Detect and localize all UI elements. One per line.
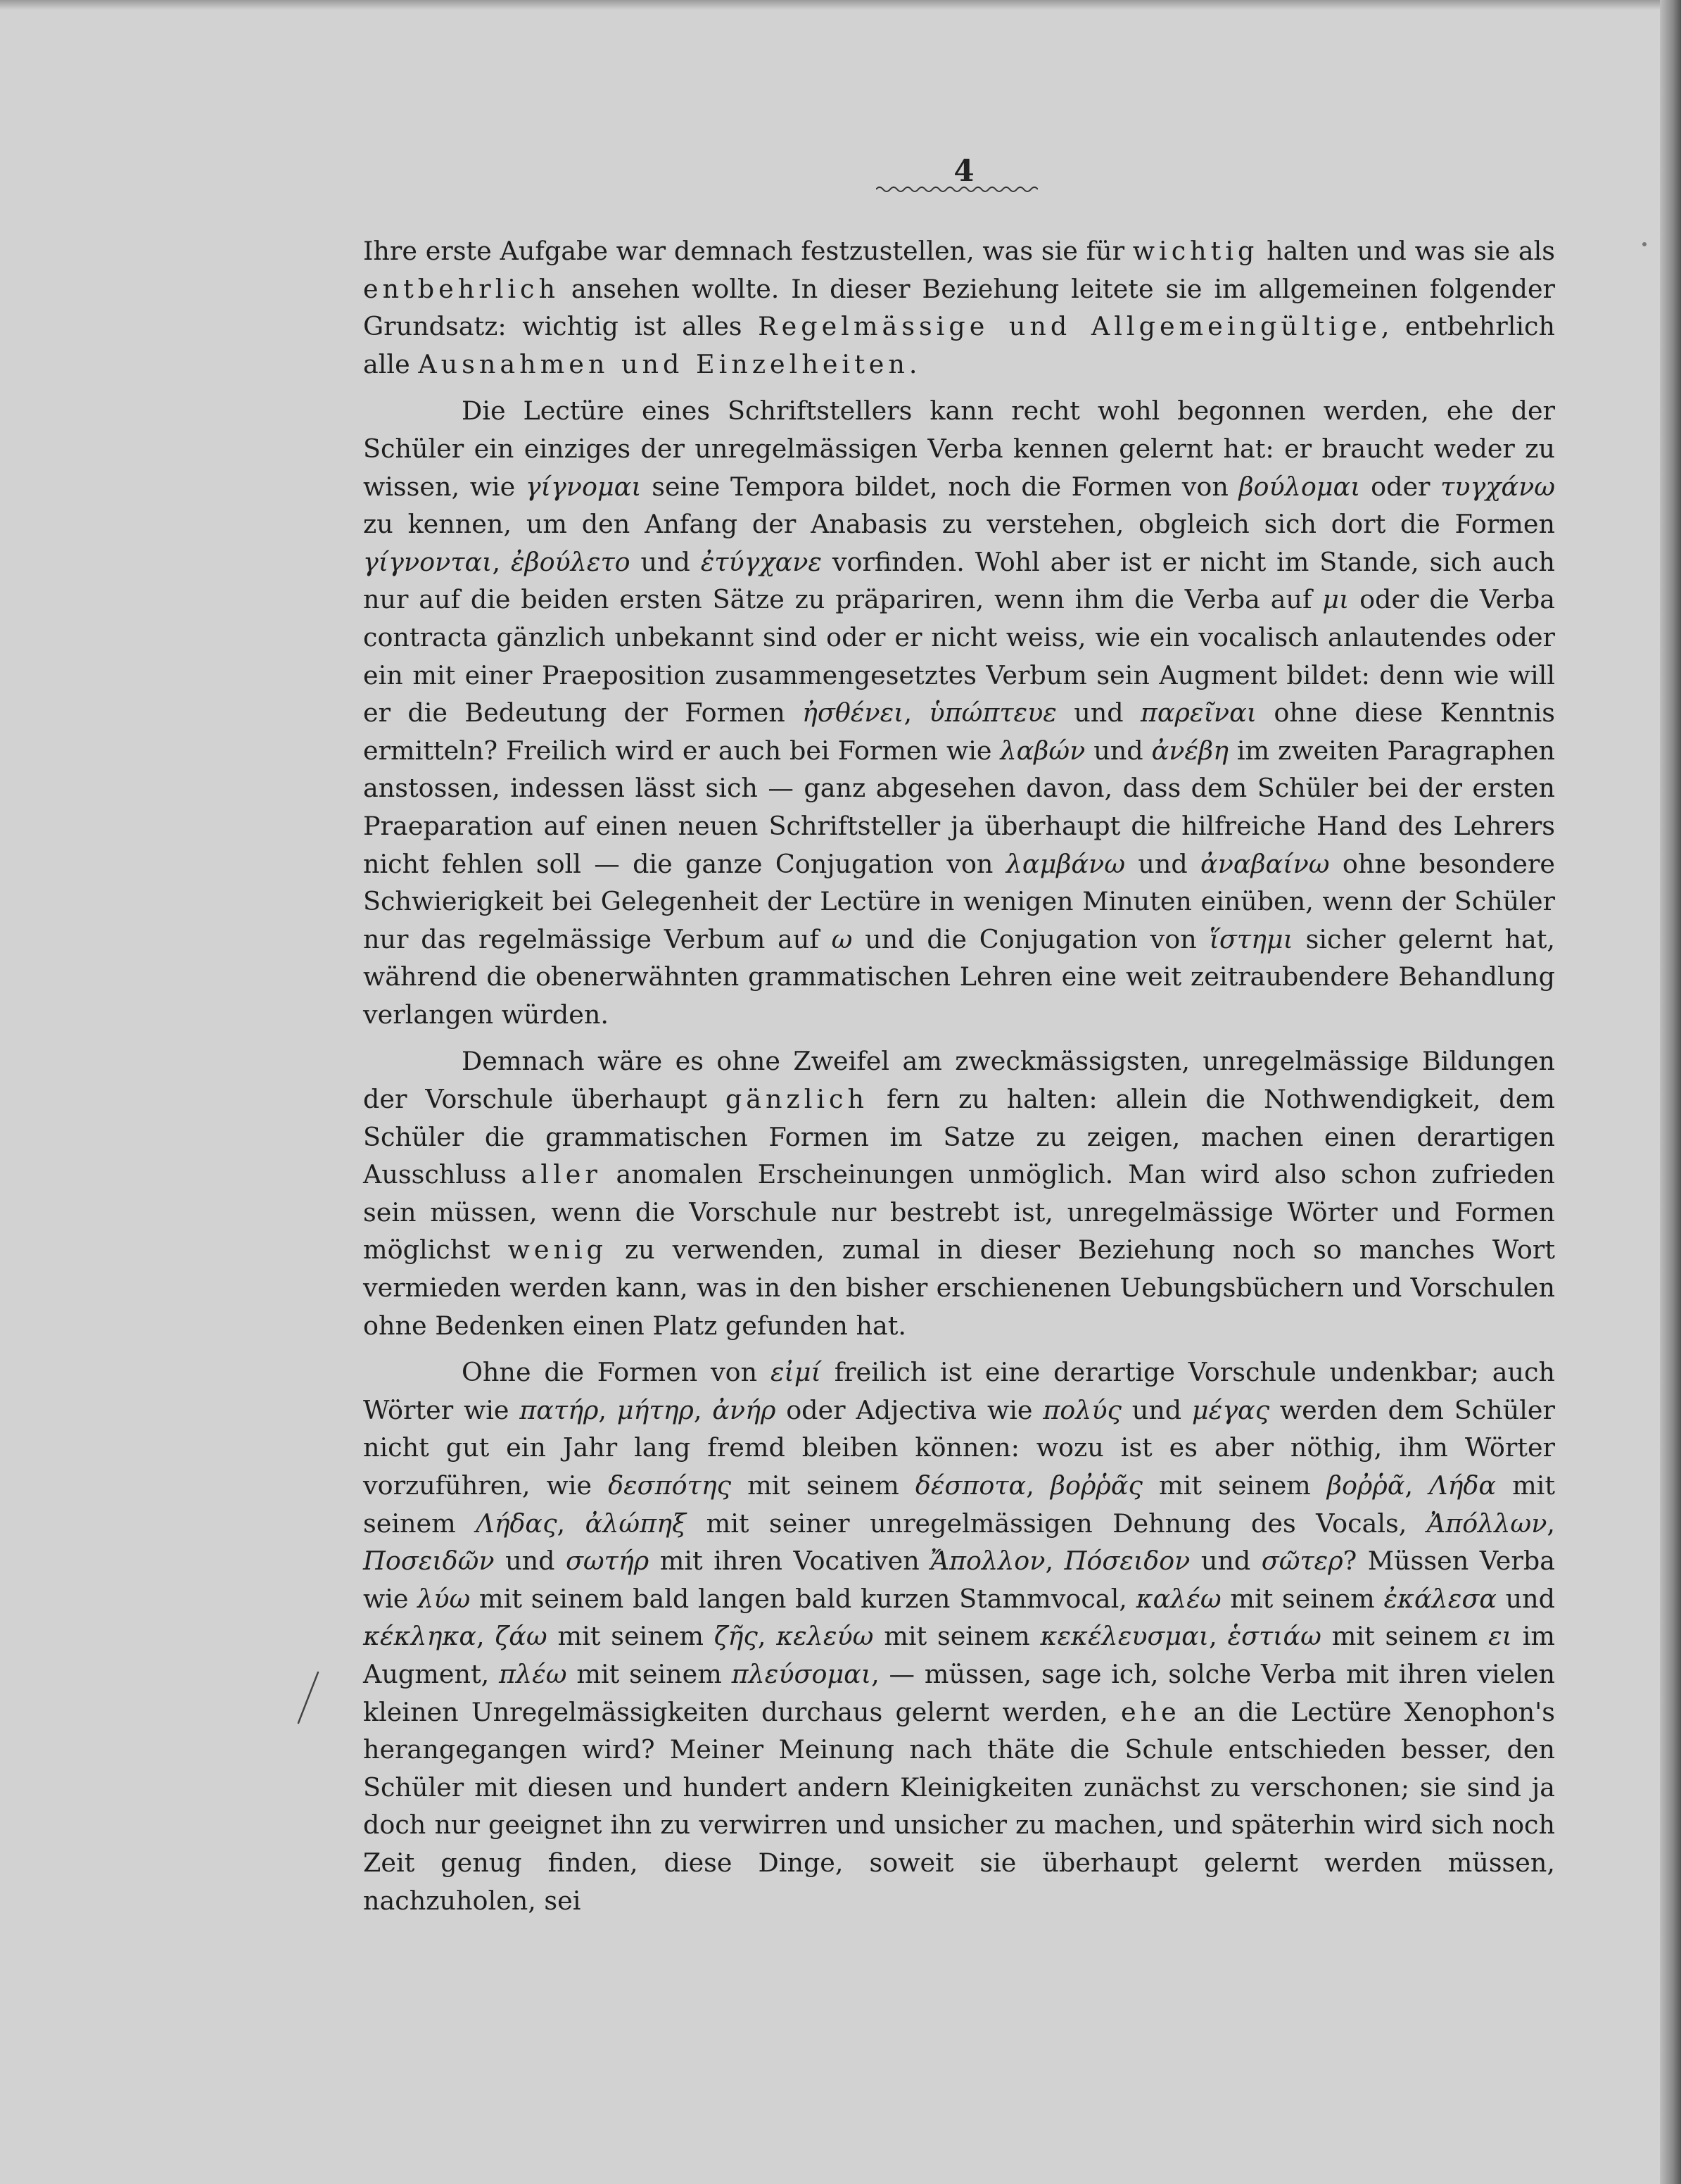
margin-dot xyxy=(1642,242,1647,246)
text-run: . xyxy=(908,348,918,379)
spaced-emphasis: aller xyxy=(521,1159,602,1190)
text-run: mit seiner unregelmässigen Dehnung des Vocals, xyxy=(686,1508,1427,1539)
greek-word: Λήδα xyxy=(1429,1470,1497,1501)
greek-word: Ἀπόλλων xyxy=(1426,1508,1547,1539)
paragraph-1 xyxy=(363,232,1555,383)
text-run: und xyxy=(630,546,701,577)
text-run: , xyxy=(492,546,511,577)
text-run: , xyxy=(757,1621,777,1652)
greek-word: πολύς xyxy=(1043,1394,1122,1425)
text-run: mit ihren Vocativen xyxy=(649,1546,931,1577)
text-run: , xyxy=(1045,1546,1065,1577)
text-run: freilich ist eine derartige Vorschule undenkbar; auch Wörter wie xyxy=(363,1357,1555,1425)
text-run: Demnach wäre es ohne Zweifel am zweckmässigsten, unregelmässige Bildungen der Vorschule überhaupt xyxy=(363,1046,1555,1115)
greek-word: Ποσειδῶν xyxy=(363,1546,495,1577)
text-run: zu kennen, um den Anfang der Anabasis zu verstehen, obgleich sich dort die Formen xyxy=(363,509,1555,540)
text-run: mit seinem bald langen bald kurzen Stammvocal, xyxy=(470,1583,1136,1614)
text-run: , xyxy=(1404,1470,1430,1501)
text-run: , xyxy=(1209,1621,1228,1652)
spaced-emphasis: Regelmässige und Allgemeingültige xyxy=(758,311,1381,342)
greek-word: ἠσθένει xyxy=(802,698,904,728)
text-run: , xyxy=(1547,1508,1555,1539)
text-run: und xyxy=(1190,1546,1262,1577)
greek-word: μι xyxy=(1322,584,1350,615)
text-run: und xyxy=(1496,1583,1556,1614)
text-run: Ihre erste Aufgabe war demnach festzustellen, was sie für xyxy=(363,236,1133,266)
spaced-emphasis: gänzlich xyxy=(725,1084,869,1115)
text-run: und die Conjugation von xyxy=(852,923,1210,954)
greek-word: τυγχάνω xyxy=(1440,471,1556,502)
text-run: zu verwenden, zumal in dieser Beziehung noch so manches Wort vermieden werden kann, was in den bisher erschienenen Uebungsbüchern und Vorschulen ohne Bedenken einen Platz gefunden hat. xyxy=(363,1235,1556,1341)
text-run: , xyxy=(476,1621,495,1652)
page-top-edge xyxy=(0,0,1681,10)
greek-word: μέγας xyxy=(1191,1394,1270,1425)
greek-word: ἐτύγχανε xyxy=(700,546,823,577)
greek-word: ἀνέβη xyxy=(1151,735,1229,766)
greek-word: παρεῖναι xyxy=(1140,698,1257,728)
text-run: , xyxy=(1026,1470,1051,1501)
greek-word: Πόσειδον xyxy=(1064,1546,1191,1577)
text-run: mit seinem xyxy=(731,1470,915,1501)
text-run: und xyxy=(1125,848,1201,879)
greek-word: ω xyxy=(831,923,853,954)
text-run: mit seinem xyxy=(547,1621,714,1652)
text-run: mit seinem xyxy=(873,1621,1041,1652)
greek-word: βοῤῥᾶ xyxy=(1326,1470,1405,1501)
greek-word: λύω xyxy=(417,1583,471,1614)
greek-word: κεκέλευσμαι xyxy=(1040,1621,1210,1652)
greek-word: σωτήρ xyxy=(565,1546,649,1577)
spaced-emphasis: ehe xyxy=(1121,1696,1181,1727)
greek-word: βούλομαι xyxy=(1238,471,1361,502)
greek-word: δεσπότης xyxy=(608,1470,732,1501)
greek-word: πλεύσομαι xyxy=(731,1658,872,1689)
text-run: an die Lectüre Xenophon's herangegangen wird? Meiner Meinung nach thäte die Schule entschieden besser, den Schüler mit diesen und hundert andern Kleinigkeiten zunächst zu verschonen; sie sind ja doch nur geeignet ihn zu verwirren und unsicher zu machen, und späterhin wird sich noch Zeit genug finden, diese Dinge, soweit sie überhaupt gelernt werden müssen, nachzuholen, sei xyxy=(363,1696,1555,1916)
greek-word: πλέω xyxy=(499,1658,567,1689)
text-run: , entbehrlich alle xyxy=(363,311,1555,379)
greek-word: πατήρ xyxy=(519,1394,599,1425)
text-run: Die Lectüre eines Schriftstellers kann recht wohl begonnen werden, ehe der Schüler ein einziges der unregelmässigen Verba kennen gelernt hat: er braucht weder zu wissen, wie xyxy=(363,396,1555,502)
text-run: oder xyxy=(1360,471,1441,502)
text-run: , xyxy=(557,1508,585,1539)
text-run: mit seinem xyxy=(363,1470,1556,1539)
page-number: 4 xyxy=(953,153,975,188)
greek-word: ἑστιάω xyxy=(1227,1621,1321,1652)
text-run: im zweiten Paragraphen anstossen, indessen lässt sich — ganz abgesehen davon, dass dem Schüler bei der ersten Praeparation auf einen neuen Schriftsteller ja überhaupt die hilfreiche Hand des Lehrers nicht fehlen soll — die ganze Conjugation von xyxy=(363,735,1555,879)
greek-word: ἐκάλεσα xyxy=(1383,1583,1497,1614)
greek-word: γίγνονται xyxy=(363,546,493,577)
paragraph-3 xyxy=(363,1042,1555,1344)
text-run: anomalen Erscheinungen unmöglich. Man wird also schon zufrieden sein müssen, wenn die Vorschule nur bestrebt ist, unregelmässige Wörter und Formen möglichst xyxy=(363,1159,1555,1265)
text-run: , xyxy=(693,1394,713,1425)
text-run: , xyxy=(598,1394,617,1425)
greek-word: ἀνήρ xyxy=(712,1394,776,1425)
text-run: , — müssen, sage ich, solche Verba mit ihren vielen kleinen Unregelmässigkeiten durchaus gelernt werden, xyxy=(363,1658,1556,1727)
greek-word: καλέω xyxy=(1136,1583,1222,1614)
spaced-emphasis: entbehrlich xyxy=(363,273,559,304)
text-run: ohne besondere Schwierigkeit bei Gelegenheit der Lectüre in wenigen Minuten einüben, wenn der Schüler nur das regelmässige Verbum auf xyxy=(363,848,1555,954)
body-text xyxy=(363,232,1555,1919)
greek-word: ὑπώπτευε xyxy=(929,698,1057,728)
greek-word: εἰμί xyxy=(770,1357,821,1388)
greek-word: λαμβάνω xyxy=(1006,848,1125,879)
text-run: sicher gelernt hat, während die obenerwähnten grammatischen Lehren eine weit zeitraubendere Behandlung verlangen würden. xyxy=(363,923,1555,1030)
text-run: fern zu halten: allein die Nothwendigkeit, dem Schüler die grammatischen Formen im Satze zu zeigen, machen einen derartigen Ausschluss xyxy=(363,1084,1555,1190)
text-run: mit seinem xyxy=(1321,1621,1488,1652)
pencil-mark xyxy=(294,1669,322,1726)
greek-word: βοῤῥᾶς xyxy=(1050,1470,1143,1501)
text-run: mit seinem xyxy=(1142,1470,1327,1501)
paragraph-4 xyxy=(363,1353,1555,1919)
greek-word: κελεύω xyxy=(776,1621,874,1652)
text-run: ansehen wollte. In dieser Beziehung leitete sie im allgemeinen folgender Grundsatz: wichtig ist alles xyxy=(363,273,1555,342)
greek-word: ἵστημι xyxy=(1209,923,1293,954)
greek-word: λαβών xyxy=(1000,735,1086,766)
text-run: Ohne die Formen von xyxy=(462,1357,770,1388)
page-right-edge xyxy=(1660,0,1681,2184)
text-run: und xyxy=(494,1546,566,1577)
text-run: mit seinem xyxy=(1221,1583,1384,1614)
greek-word: σῶτερ xyxy=(1261,1546,1343,1577)
text-run: oder die Verba contracta gänzlich unbekannt sind oder er nicht weiss, wie ein vocalisch anlautendes oder ein mit einer Praeposition zusammengesetztes Verbum sein Augment bildet: denn wie will er die Bedeutung der Formen xyxy=(363,584,1555,728)
text-run: seine Tempora bildet, noch die Formen von xyxy=(641,471,1239,502)
spaced-emphasis: Ausnahmen und Einzelheiten xyxy=(418,348,909,379)
text-run: vorfinden. Wohl aber ist er nicht im Stande, sich auch nur auf die beiden ersten Sätze zu präpariren, wenn ihm die Verba auf xyxy=(363,546,1555,615)
greek-word: Λήδας xyxy=(476,1508,557,1539)
text-run: ohne diese Kenntnis ermitteln? Freilich wird er auch bei Formen wie xyxy=(363,698,1556,766)
text-run: oder Adjectiva wie xyxy=(775,1394,1044,1425)
greek-word: μήτηρ xyxy=(616,1394,694,1425)
wavy-ornament xyxy=(876,184,1038,194)
greek-word: ει xyxy=(1487,1621,1512,1652)
text-run: halten und was sie als xyxy=(1258,236,1555,266)
paragraph-2 xyxy=(363,392,1555,1033)
text-run: und xyxy=(1056,698,1141,728)
text-run: im Augment, xyxy=(363,1621,1555,1689)
text-run: , xyxy=(903,698,930,728)
greek-word: γίγνομαι xyxy=(525,471,642,502)
greek-word: ζῆς xyxy=(713,1621,758,1652)
greek-word: δέσποτα xyxy=(915,1470,1027,1501)
spaced-emphasis: wichtig xyxy=(1132,236,1259,266)
greek-word: κέκληκα xyxy=(363,1621,477,1652)
spaced-emphasis: wenig xyxy=(507,1235,607,1265)
greek-word: ζάω xyxy=(495,1621,547,1652)
text-run: ? Müssen Verba wie xyxy=(363,1546,1555,1614)
greek-word: ἐβούλετο xyxy=(510,546,630,577)
text-run: mit seinem xyxy=(566,1658,732,1689)
greek-word: ἀλώπηξ xyxy=(585,1508,687,1539)
text-run: werden dem Schüler nicht gut ein Jahr lang fremd bleiben können: wozu ist es aber nöthig, ihm Wörter vorzuführen, wie xyxy=(363,1394,1555,1501)
text-run: und xyxy=(1085,735,1152,766)
greek-word: Ἄπολλον xyxy=(930,1546,1046,1577)
text-run: und xyxy=(1121,1394,1192,1425)
greek-word: ἀναβαίνω xyxy=(1200,848,1330,879)
